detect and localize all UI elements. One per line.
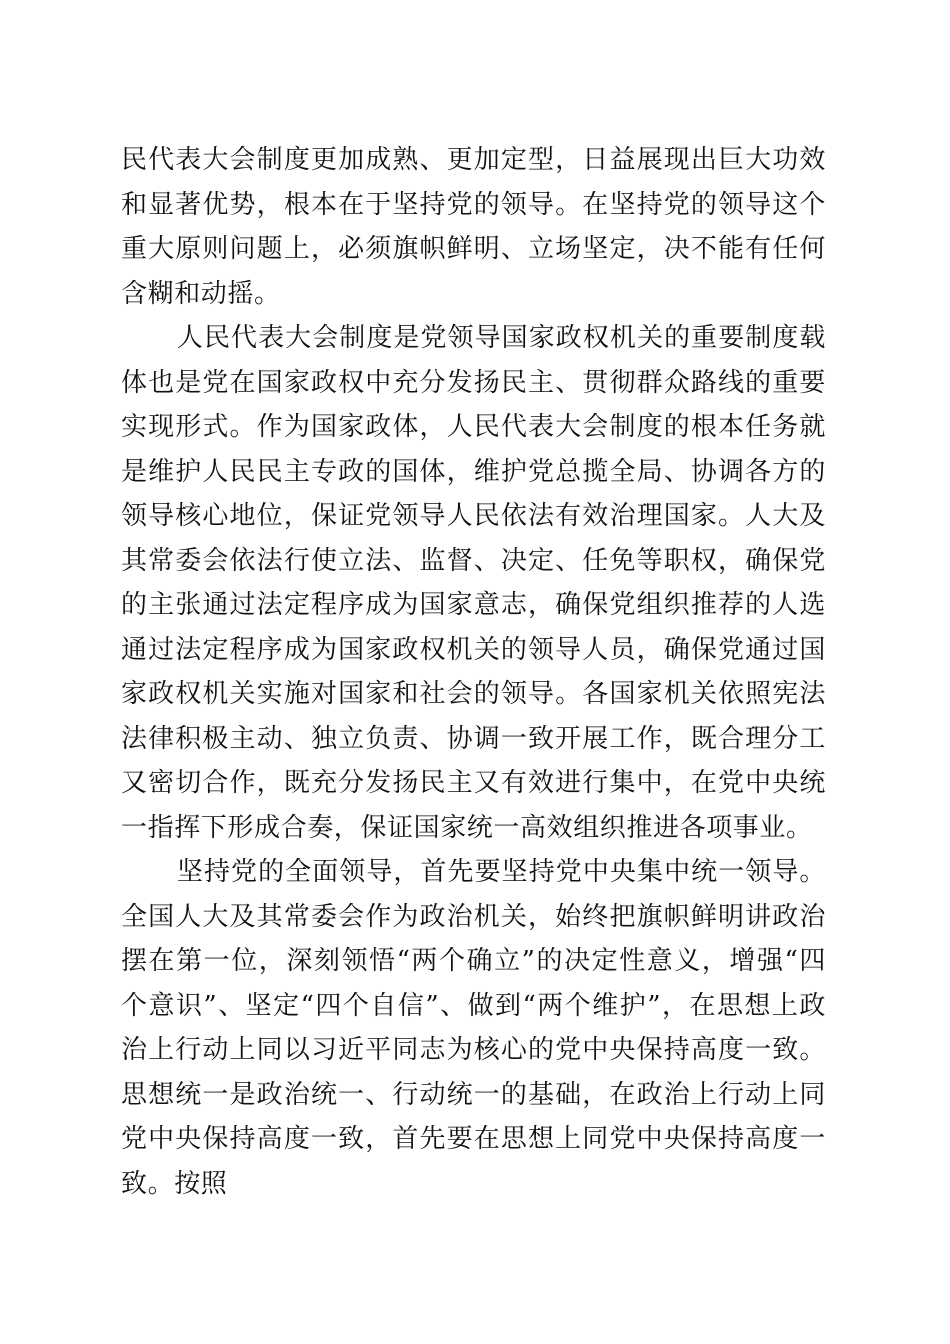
paragraph-3: 坚持党的全面领导，首先要坚持党中央集中统一领导。全国人大及其常委会作为政治机关，始终把旗帜鲜明讲政治摆在第一位，深刻领悟“两个确立”的决定性意义，增强“四个意识”、坚定“四个自信”、做到“两个维护”，在思想上政治上行动上同以习近平同志为核心的党中央保持高度一致。思想统一是政治统一、行动统一的基础，在政治上行动上同党中央保持高度一致，首先要在思想上同党中央保持高度一致。按照 <box>121 857 826 1199</box>
paragraph-2: 人民代表大会制度是党领导国家政权机关的重要制度载体也是党在国家政权中充分发扬民主、贯彻群众路线的重要实现形式。作为国家政体，人民代表大会制度的根本任务就是维护人民民主专政的国体，维护党总揽全局、协调各方的领导核心地位，保证党领导人民依法有效治理国家。人大及其常委会依法行使立法、监督、决定、任免等职权，确保党的主张通过法定程序成为国家意志，确保党组织推荐的人选通过法定程序成为国家政权机关的领导人员，确保党通过国家政权机关实施对国家和社会的领导。各国家机关依照宪法法律积极主动、独立负责、协调一致开展工作，既合理分工又密切合作，既充分发扬民主又有效进行集中，在党中央统一指挥下形成合奏，保证国家统一高效组织推进各项事业。 <box>121 323 826 843</box>
paragraph-1: 民代表大会制度更加成熟、更加定型，日益展现出巨大功效和显著优势，根本在于坚持党的领导。在坚持党的领导这个重大原则问题上，必须旗帜鲜明、立场坚定，决不能有任何含糊和动摇。 <box>121 145 826 309</box>
document-body <box>121 138 826 1206</box>
